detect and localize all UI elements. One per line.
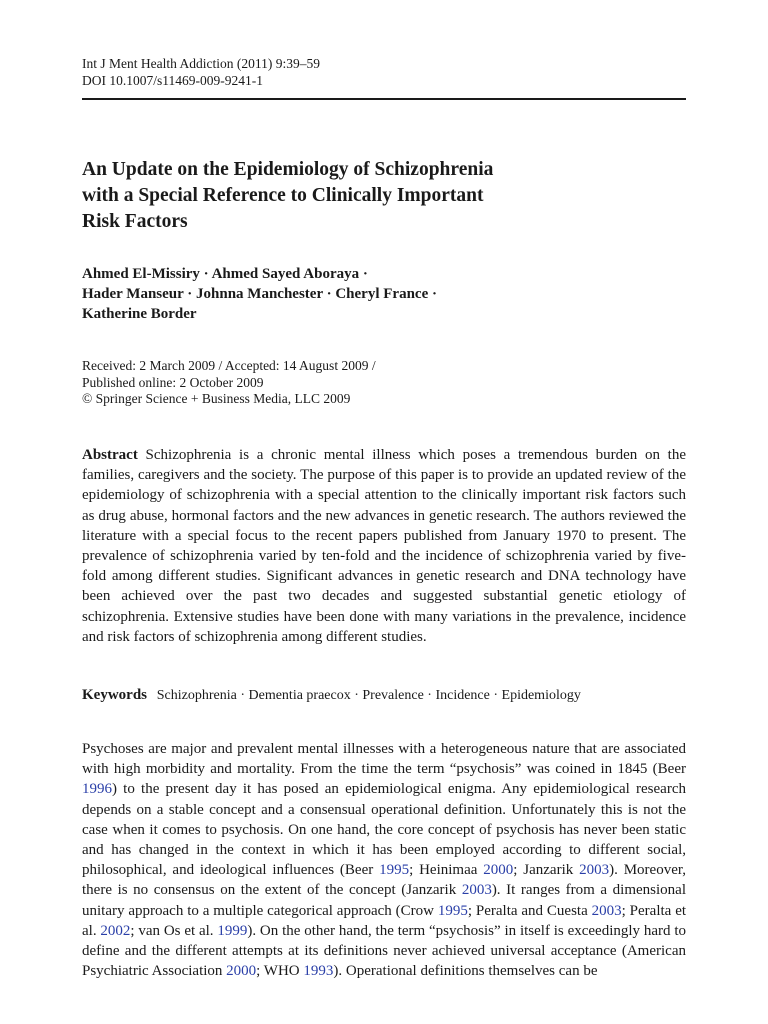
body-text-segment: ; WHO — [256, 963, 304, 980]
article-title — [82, 157, 682, 235]
keywords-label: Keywords — [82, 687, 147, 703]
citation-link[interactable]: 1996 — [82, 781, 112, 798]
body-paragraph — [82, 739, 686, 981]
header-rule — [82, 98, 686, 100]
abstract-text: Schizophrenia is a chronic mental illness which poses a tremendous burden on the families, caregivers and the society. The purpose of this paper is to provide an updated review of the epidemiology of schizophrenia with a special attention to the clinically important risk factors such as drug abuse, hormonal factors and the new advances in genetic research. The authors reviewed the literature with a special focus to the recent papers published from January 1970 to present. The prevalence of schizophrenia varied by ten-fold and the incidence of schizophrenia varied by five-fold among different studies. Significant advances in genetic research and DNA technology have been achieved over the past two decades and suggested substantial genetic etiology of schizophrenia. Extensive studies have been done with many variations in the prevalence, incidence and risk factors of schizophrenia among different studies. — [82, 447, 687, 645]
keywords-text: Schizophrenia · Dementia praecox · Prevalence · Incidence · Epidemiology — [156, 688, 581, 703]
body-text-segment: ; Peralta et al. — [82, 902, 687, 939]
publication-dates — [82, 358, 682, 408]
body-text-segment: ; Janzarik — [513, 862, 580, 879]
authors-line-1: Ahmed El-Missiry · Ahmed Sayed Aboraya · — [82, 266, 368, 282]
body-text-segment: ). On the other hand, the term “psychosis” in itself is exceedingly hard to define and the different attempts at its definitions never achieved universal acceptance (American Psychiatric Association — [82, 922, 686, 980]
authors-line-2: Hader Manseur · Johnna Manchester · Cheryl France · — [82, 286, 437, 302]
citation-link[interactable]: 2003 — [461, 882, 492, 899]
doi[interactable]: DOI 10.1007/s11469-009-9241-1 — [82, 72, 263, 88]
journal-citation: Int J Ment Health Addiction (2011) 9:39–59 — [82, 56, 320, 71]
citation-link[interactable]: 2000 — [483, 862, 514, 879]
abstract — [82, 445, 686, 647]
body-text-segment: ; Heinimaa — [409, 862, 484, 879]
citation-link[interactable]: 2003 — [591, 902, 622, 919]
title-line-2: with a Special Reference to Clinically Important — [82, 185, 484, 206]
abstract-label: Abstract — [82, 447, 138, 463]
citation-link[interactable]: 1993 — [303, 963, 334, 980]
authors-line-3: Katherine Border — [82, 306, 197, 322]
published-online: Published online: 2 October 2009 — [82, 374, 264, 390]
copyright: © Springer Science + Business Media, LLC 2009 — [82, 391, 351, 406]
citation-link[interactable]: 2002 — [100, 922, 131, 939]
body-text-segment: Psychoses are major and prevalent mental illnesses with a heterogeneous nature that are associated with high morbidity and mortality. From the time the term “psychosis” was coined in 1845 (Beer — [82, 741, 686, 778]
body-text-segment: ) to the present day it has posed an epidemiological enigma. Any epidemiological research depends on a stable concept and a consensual operational definition. Unfortunately this is not the case when it comes to psychosis. On one hand, the core concept of psychosis has never been static and has changed in the context in which it has been employed according to different social, philosophical, and ideological influences (Beer — [82, 781, 686, 879]
body-text-segment: ). Moreover, there is no consensus on the extent of the concept (Janzarik — [82, 862, 686, 899]
author-list — [82, 264, 682, 324]
citation-link[interactable]: 2003 — [579, 862, 610, 879]
title-line-3: Risk Factors — [82, 211, 188, 232]
citation-link[interactable]: 1999 — [217, 922, 248, 939]
body-text-segment: ; van Os et al. — [130, 922, 218, 939]
received-accepted: Received: 2 March 2009 / Accepted: 14 August 2009 / — [82, 358, 376, 373]
body-text-segment: ; Peralta and Cuesta — [467, 902, 592, 919]
title-line-1: An Update on the Epidemiology of Schizophrenia — [82, 159, 494, 180]
citation-link[interactable]: 2000 — [226, 963, 257, 980]
keywords — [82, 685, 686, 706]
citation-link[interactable]: 1995 — [437, 902, 468, 919]
body-text-segment: ). It ranges from a dimensional unitary approach to a multiple categorical approach (Crow — [82, 882, 686, 919]
citation-link[interactable]: 1995 — [379, 862, 410, 879]
journal-header — [82, 56, 320, 89]
body-text-segment: ). Operational definitions themselves can be — [333, 963, 598, 980]
